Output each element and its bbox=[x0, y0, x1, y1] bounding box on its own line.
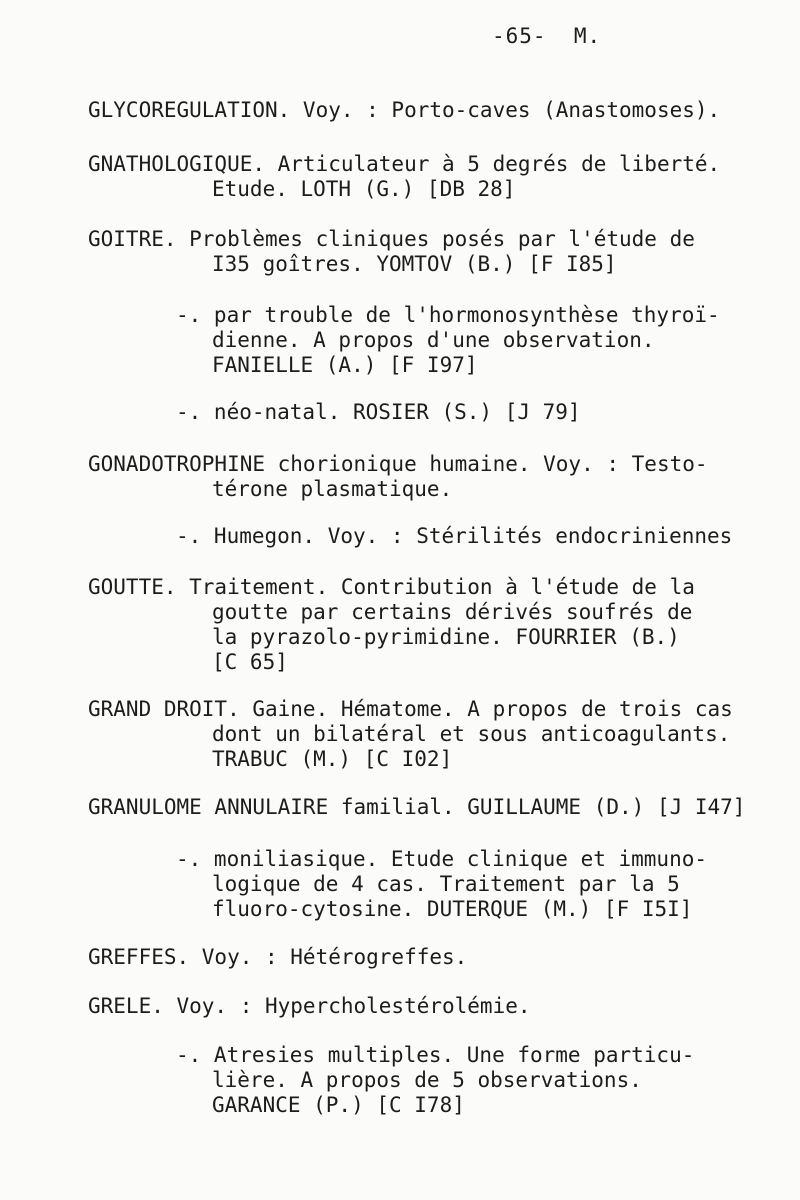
entry-line: fluoro-cytosine. DUTERQUE (M.) [F I5I] bbox=[212, 897, 693, 921]
entry-line: GOUTTE. Traitement. Contribution à l'étude de la bbox=[88, 575, 695, 599]
entry-line: -. néo-natal. ROSIER (S.) [J 79] bbox=[176, 400, 581, 424]
entry-line: GOITRE. Problèmes cliniques posés par l'étude de bbox=[88, 227, 695, 251]
entry-line: -. par trouble de l'hormonosynthèse thyroï- bbox=[176, 303, 720, 327]
index-subentry bbox=[176, 524, 776, 549]
section-letter: M. bbox=[573, 24, 602, 48]
entry-line: GRAND DROIT. Gaine. Hématome. A propos de trois cas bbox=[88, 697, 733, 721]
index-subentry bbox=[176, 1043, 776, 1118]
entry-line: térone plasmatique. bbox=[212, 477, 453, 501]
entry-line: GRELE. Voy. : Hypercholestérolémie. bbox=[88, 994, 531, 1018]
entry-line: -. Humegon. Voy. : Stérilités endocriniennes bbox=[176, 524, 733, 548]
entry-line: GRANULOME ANNULAIRE familial. GUILLAUME (D.) [J I47] bbox=[88, 795, 746, 819]
entry-line: I35 goîtres. YOMTOV (B.) [F I85] bbox=[212, 252, 617, 276]
index-entry-goutte bbox=[88, 575, 768, 675]
index-subentry bbox=[176, 400, 776, 425]
index-subentry bbox=[176, 847, 776, 922]
entry-line: GONADOTROPHINE chorionique humaine. Voy. : Testo- bbox=[88, 452, 708, 476]
entry-line: logique de 4 cas. Traitement par la 5 bbox=[212, 872, 680, 896]
entry-line: GNATHOLOGIQUE. Articulateur à 5 degrés de liberté. bbox=[88, 152, 721, 176]
entry-line: [C 65] bbox=[212, 650, 288, 674]
entry-line: GREFFES. Voy. : Hétérogreffes. bbox=[88, 945, 468, 969]
entry-line: dienne. A propos d'une observation. bbox=[212, 328, 655, 352]
entry-line: TRABUC (M.) [C I02] bbox=[212, 747, 453, 771]
index-entry-grele bbox=[88, 994, 768, 1019]
entry-line: FANIELLE (A.) [F I97] bbox=[212, 353, 478, 377]
index-entry-granulome bbox=[88, 795, 768, 820]
entry-line: -. Atresies multiples. Une forme particu- bbox=[176, 1043, 695, 1067]
entry-line: dont un bilatéral et sous anticoagulants. bbox=[212, 722, 731, 746]
index-entry-goitre bbox=[88, 227, 768, 277]
index-entry-gnathologique bbox=[88, 152, 768, 202]
entry-line: lière. A propos de 5 observations. bbox=[212, 1068, 642, 1092]
index-entry-grand-droit bbox=[88, 697, 768, 772]
index-entry-glycoregulation bbox=[88, 98, 768, 123]
entry-line: GARANCE (P.) [C I78] bbox=[212, 1093, 465, 1117]
page-header bbox=[492, 24, 601, 49]
index-entry-greffes bbox=[88, 945, 768, 970]
index-subentry bbox=[176, 303, 776, 378]
page-number: -65- bbox=[492, 24, 547, 48]
index-entry-gonadotrophine bbox=[88, 452, 768, 502]
entry-line: goutte par certains dérivés soufrés de bbox=[212, 600, 693, 624]
entry-line: GLYCOREGULATION. Voy. : Porto-caves (Anastomoses). bbox=[88, 98, 721, 122]
entry-line: la pyrazolo-pyrimidine. FOURRIER (B.) bbox=[212, 625, 680, 649]
entry-line: Etude. LOTH (G.) [DB 28] bbox=[212, 177, 516, 201]
entry-line: -. moniliasique. Etude clinique et immuno- bbox=[176, 847, 708, 871]
